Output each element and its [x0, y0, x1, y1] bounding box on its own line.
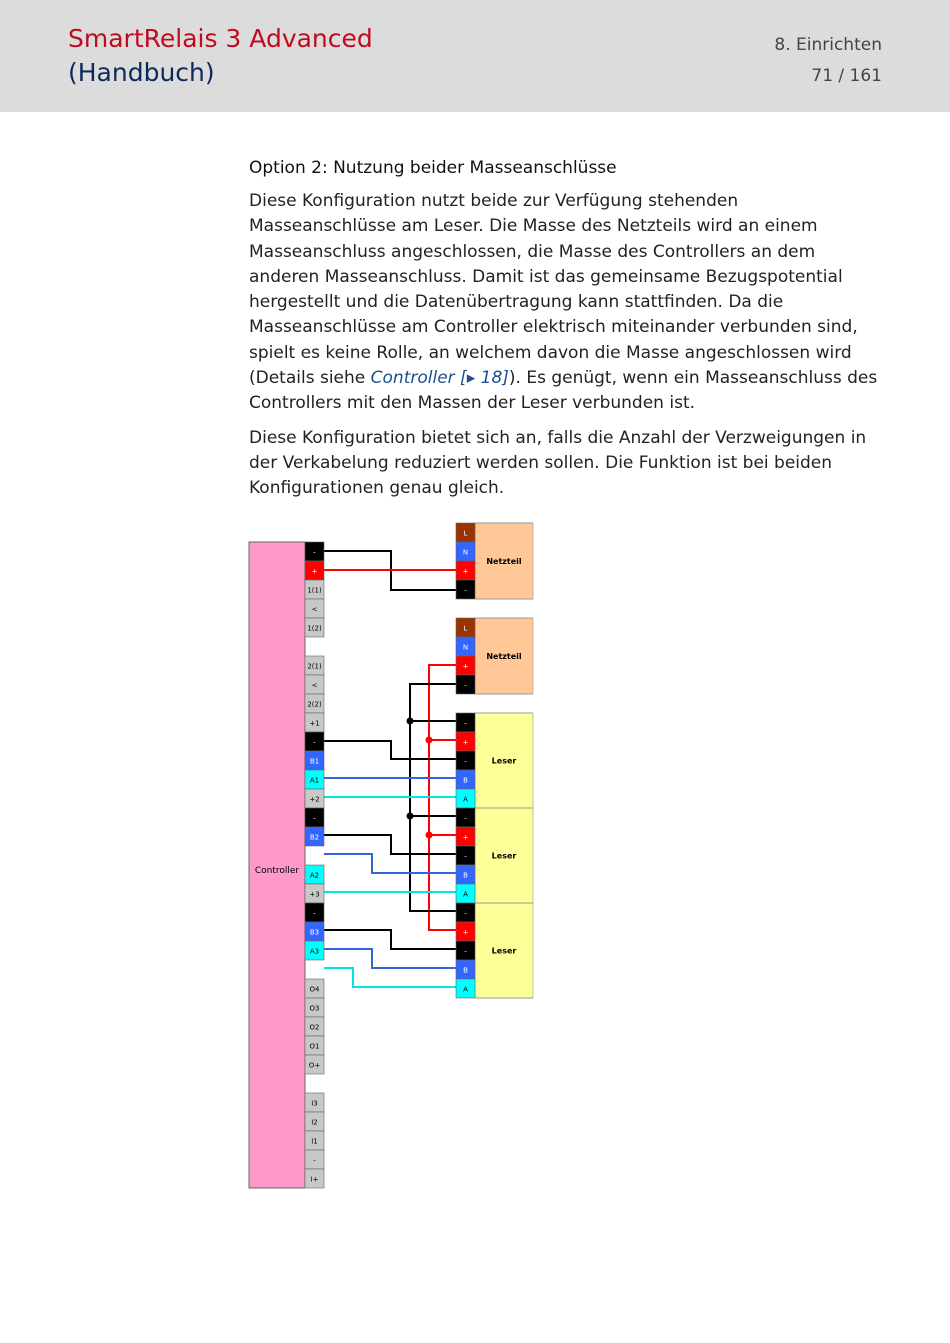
- controller-body: [249, 542, 305, 1188]
- controller-pin-label: -: [313, 814, 316, 823]
- device-pin-label: A: [463, 795, 468, 804]
- wire-b3: [324, 949, 456, 968]
- device-pin-label: -: [464, 757, 467, 766]
- device-pin-label: B: [463, 871, 468, 880]
- controller-block: [249, 542, 324, 1188]
- wire-ground-reader1: [324, 741, 456, 759]
- device-label: Leser: [491, 851, 517, 861]
- controller-pin-label: A3: [309, 947, 320, 956]
- device-blocks: [456, 523, 533, 998]
- controller-pin-label: <: [311, 605, 318, 614]
- device-pin-label: A: [463, 890, 468, 899]
- device-pin-label: L: [463, 529, 468, 538]
- wires: [324, 551, 456, 987]
- device-pin-label: -: [464, 909, 467, 918]
- controller-pin-label: 1(1): [307, 586, 322, 595]
- controller-pin-label: O4: [309, 985, 320, 994]
- controller-pin-label: I1: [311, 1137, 318, 1146]
- device-label: Netzteil: [486, 652, 522, 661]
- paragraph-1: [249, 189, 889, 417]
- device-pin-label: +: [462, 662, 469, 671]
- wire-a3: [324, 968, 456, 987]
- device-pin-label: B: [463, 776, 468, 785]
- device-pin-label: +: [462, 928, 469, 937]
- paragraph-1-text-start: Diese Konfiguration nutzt beide zur Verfügung stehenden Masseanschlüsse am Leser. Die Masse des Netzteils wird an einem Masseanschluss angeschlossen, die Masse des Controllers an dem anderen Masseanschluss. Damit ist das gemeinsame Bezugspotential hergestellt und die Datenübertragung kann stattfinden. Da die Masseanschlüsse am Controller elektrisch miteinander verbunden sind, spielt es keine Rolle, an welchem davon die Masse angeschlossen wird (Details siehe: [249, 191, 858, 389]
- device-label: Leser: [491, 946, 517, 956]
- device-pin-label: L: [463, 624, 468, 633]
- device-pin-label: -: [464, 681, 467, 690]
- section-content: [249, 155, 889, 511]
- device-pin-label: N: [462, 548, 469, 557]
- controller-pin-label: +3: [309, 890, 320, 899]
- controller-label: Controller: [254, 866, 300, 876]
- controller-pin-label: +: [311, 567, 318, 576]
- document-title: [68, 22, 373, 90]
- document-title-type: (Handbuch): [68, 58, 215, 87]
- controller-pin-label: O+: [308, 1061, 321, 1070]
- controller-pin-label: O2: [309, 1023, 320, 1032]
- device-pin-label: +: [462, 833, 469, 842]
- controller-pin-label: -: [313, 548, 316, 557]
- page-number: 71 / 161: [811, 66, 882, 86]
- wire-ground-reader2: [324, 835, 456, 854]
- device-pin-label: -: [464, 586, 467, 595]
- device-pin-label: B: [463, 966, 468, 975]
- device-pin-label: -: [464, 947, 467, 956]
- paragraph-2: Diese Konfiguration bietet sich an, falls die Anzahl der Verzweigungen in der Verkabelung reduziert werden sollen. Die Funktion ist bei beiden Konfigurationen genau gleich.: [249, 427, 867, 499]
- controller-pin-label: 1(2): [307, 624, 322, 633]
- wire-ground-reader3: [324, 930, 456, 949]
- device-pin-label: +: [462, 738, 469, 747]
- section-heading: Option 2: Nutzung beider Masseanschlüsse: [249, 158, 617, 178]
- controller-pin-label: B3: [309, 928, 320, 937]
- device-pin-label: A: [463, 985, 468, 994]
- device-pin-label: -: [464, 814, 467, 823]
- controller-pin-label: <: [311, 681, 318, 690]
- controller-pin-label: O3: [309, 1004, 320, 1013]
- device-pin-label: -: [464, 719, 467, 728]
- wire-b2: [324, 854, 456, 873]
- chapter-title: 8. Einrichten: [774, 35, 882, 55]
- controller-pin-label: -: [313, 1156, 316, 1165]
- chapter-info: [774, 30, 882, 92]
- device-pin-label: N: [462, 643, 469, 652]
- device-pin-label: +: [462, 567, 469, 576]
- controller-pin-label: I3: [311, 1099, 318, 1108]
- controller-pin-label: +1: [309, 719, 320, 728]
- controller-pin-label: -: [313, 909, 316, 918]
- controller-pin-label: 2(2): [307, 700, 322, 709]
- controller-pin-label: A1: [309, 776, 320, 785]
- controller-pin-label: B1: [309, 757, 320, 766]
- device-label: Netzteil: [486, 557, 522, 566]
- wiring-diagram: [248, 520, 538, 1210]
- controller-pin-label: 2(1): [307, 662, 322, 671]
- paragraph-1-text-end: ). Es genügt, wenn ein Masseanschluss des Controllers mit den Massen der Leser verbunden ist.: [249, 368, 878, 414]
- device-pin-label: -: [464, 852, 467, 861]
- controller-pin-label: I+: [310, 1175, 319, 1184]
- controller-pin-label: -: [313, 738, 316, 747]
- controller-link[interactable]: Controller [▸ 18]: [370, 368, 509, 389]
- device-label: Leser: [491, 756, 517, 766]
- page-header: [0, 0, 950, 112]
- controller-pin-label: A2: [309, 871, 320, 880]
- controller-pin-label: B2: [309, 833, 320, 842]
- controller-pin-label: O1: [309, 1042, 320, 1051]
- controller-pin-label: I2: [311, 1118, 318, 1127]
- document-title-product: SmartRelais 3 Advanced: [68, 24, 373, 53]
- controller-pin-label: +2: [309, 795, 320, 804]
